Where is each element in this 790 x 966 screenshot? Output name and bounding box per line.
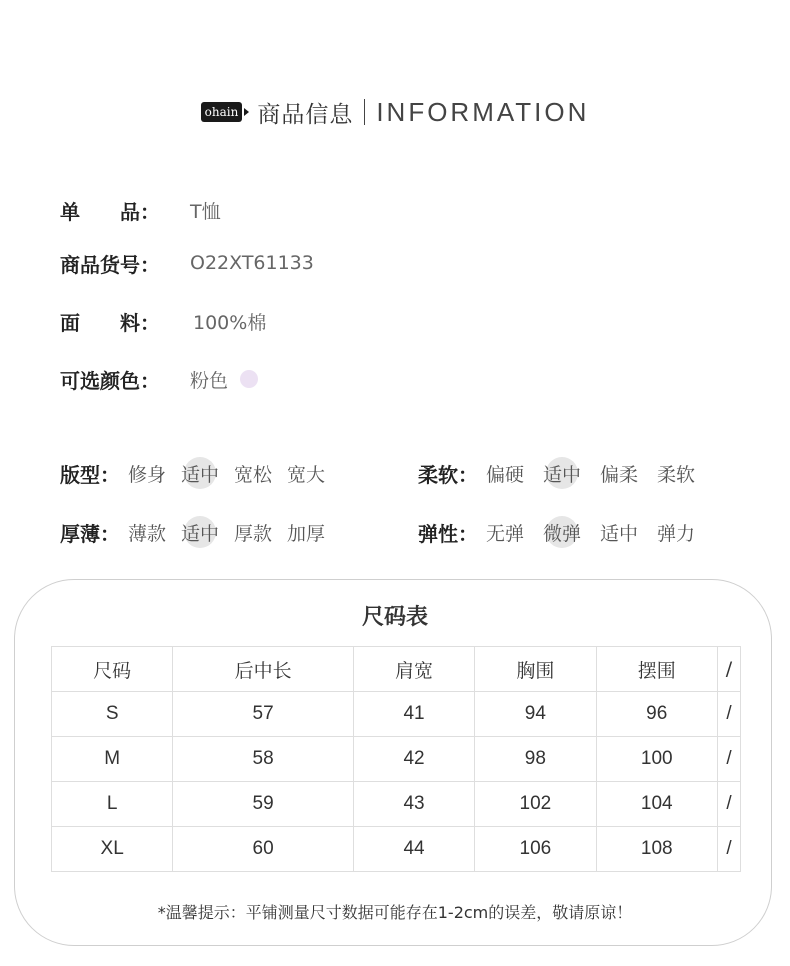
table-cell: 94: [475, 692, 596, 737]
attr-option: 柔软: [657, 463, 696, 486]
table-cell: 57: [173, 692, 353, 737]
brand-logo: ohain: [201, 102, 243, 122]
table-cell: 108: [596, 827, 717, 872]
info-value: T恤: [190, 200, 221, 223]
info-label: 面 料：: [60, 310, 160, 335]
table-cell: 98: [475, 737, 596, 782]
attr-label: 柔软：: [418, 462, 478, 487]
table-cell: 41: [353, 692, 474, 737]
table-cell: 58: [173, 737, 353, 782]
size-table-title: 尺码表: [361, 605, 428, 630]
info-value: 粉色: [190, 369, 229, 392]
table-cell: 60: [173, 827, 353, 872]
section-header: [0, 92, 790, 132]
table-header-row: [52, 647, 741, 692]
info-row-sku: [60, 248, 314, 278]
info-label: 商品货号：: [60, 252, 160, 277]
size-table: [51, 646, 741, 872]
attr-label: 弹性：: [418, 521, 478, 546]
attr-option: 加厚: [287, 522, 326, 545]
table-header-cell: /: [717, 647, 740, 692]
color-swatch[interactable]: [240, 370, 258, 388]
table-row: [52, 827, 741, 872]
table-cell: 96: [596, 692, 717, 737]
table-cell: L: [52, 782, 173, 827]
table-header-cell: 摆围: [596, 647, 717, 692]
table-row: [52, 782, 741, 827]
info-label: 单 品：: [60, 199, 160, 224]
attr-option: 修身: [128, 463, 167, 486]
table-cell: 100: [596, 737, 717, 782]
table-cell: XL: [52, 827, 173, 872]
table-cell: 42: [353, 737, 474, 782]
info-value: O22XT61133: [190, 252, 314, 274]
attr-option-selected: 适中: [543, 460, 581, 487]
attr-option: 宽松: [234, 463, 273, 486]
table-row: [52, 737, 741, 782]
logo-arrow-icon: [244, 108, 249, 116]
info-row-item: [60, 195, 221, 225]
attr-option: 偏柔: [600, 463, 639, 486]
table-cell: M: [52, 737, 173, 782]
table-row: [52, 692, 741, 737]
attr-label: 厚薄：: [60, 521, 120, 546]
attr-label: 版型：: [60, 462, 120, 487]
attr-option: 适中: [600, 522, 639, 545]
info-row-fabric: [60, 306, 266, 336]
table-cell: /: [717, 737, 740, 782]
attr-option: 厚款: [234, 522, 273, 545]
attr-option: 无弹: [486, 522, 525, 545]
table-header-cell: 肩宽: [353, 647, 474, 692]
table-cell: 44: [353, 827, 474, 872]
section-title-en: INFORMATION: [376, 96, 590, 127]
table-cell: S: [52, 692, 173, 737]
measurement-note: *温馨提示：平铺测量尺寸数据可能存在1-2cm的误差，敬请原谅！: [157, 903, 633, 922]
section-title-cn: 商品信息: [257, 101, 354, 128]
attr-option: 薄款: [128, 522, 167, 545]
attr-option: 弹力: [657, 522, 696, 545]
info-value: 100%棉: [193, 311, 267, 334]
table-header-cell: 胸围: [475, 647, 596, 692]
info-label: 可选颜色：: [60, 368, 160, 393]
table-header-cell: 后中长: [173, 647, 353, 692]
info-row-color: [60, 364, 258, 394]
attr-option-selected: 适中: [181, 519, 219, 546]
attr-fit: [60, 457, 340, 489]
title-divider: [364, 99, 365, 125]
table-cell: 43: [353, 782, 474, 827]
table-cell: 106: [475, 827, 596, 872]
table-header-cell: 尺码: [52, 647, 173, 692]
table-cell: 59: [173, 782, 353, 827]
attr-thickness: [60, 516, 340, 548]
attr-option: 偏硬: [486, 463, 525, 486]
attr-option-selected: 微弹: [543, 519, 581, 546]
attr-elasticity: [418, 516, 710, 548]
table-cell: 104: [596, 782, 717, 827]
attr-option: 宽大: [287, 463, 326, 486]
attr-option-selected: 适中: [181, 460, 219, 487]
table-cell: /: [717, 782, 740, 827]
attr-softness: [418, 457, 710, 489]
table-cell: 102: [475, 782, 596, 827]
table-cell: /: [717, 692, 740, 737]
table-cell: /: [717, 827, 740, 872]
